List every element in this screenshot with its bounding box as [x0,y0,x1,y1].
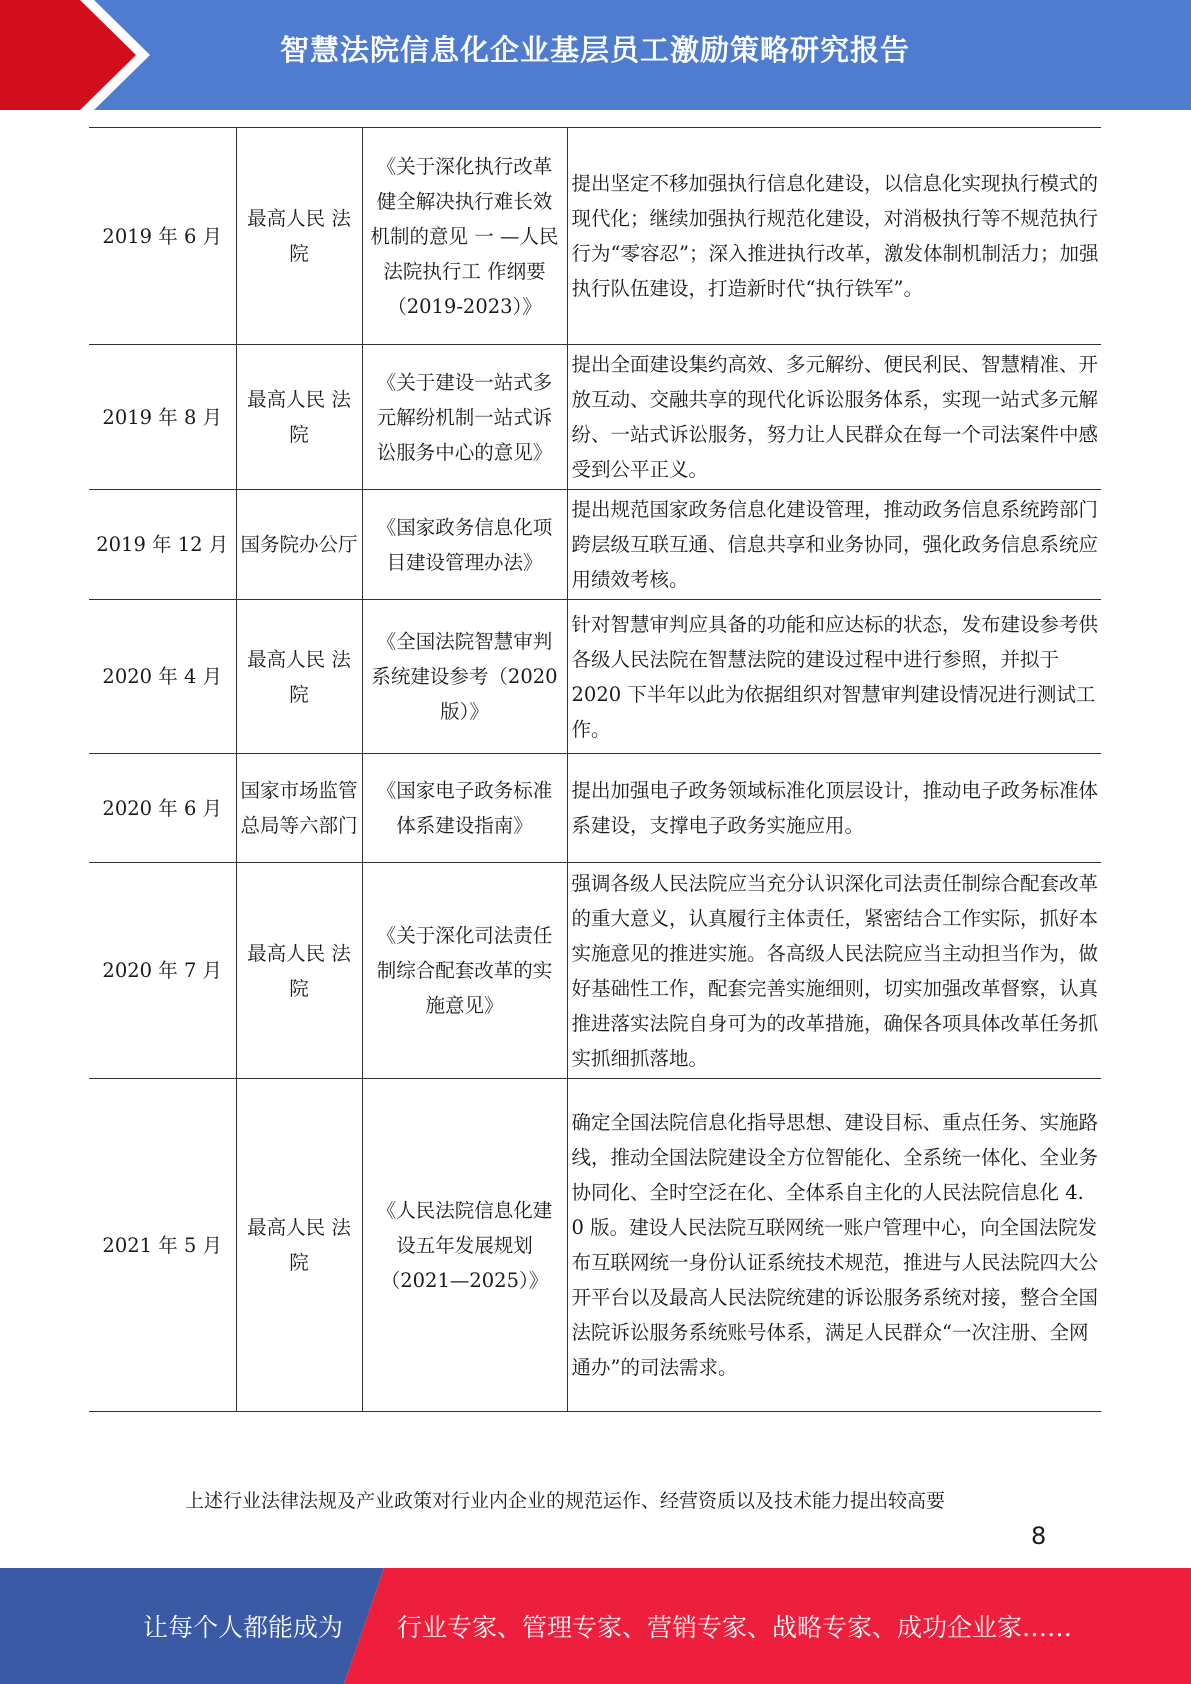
department-cell: 最高人民 法院 [236,863,362,1079]
content-cell: 提出全面建设集约高效、多元解纷、便民利民、智慧精准、开放互动、交融共享的现代化诉讼服务体系，实现一站式多元解纷、一站式诉讼服务，努力让人民群众在每一个司法案件中感受到公平正义。 [567,345,1101,490]
content-cell: 确定全国法院信息化指导思想、建设目标、重点任务、实施路线，推动全国法院建设全方位智能化、全系统一体化、全业务协同化、全时空泛在化、全体系自主化的人民法院信息化 4. 0 版。建设人民法院互联网统一账户管理中心，向全国法院发布互联网统一身份认证系统技术规范，推进与人民法院四大公开平台以及最高人民法院统建的诉讼服务系统对接，整合全国法院诉讼服务系统账号体系，满足人民群众“一次注册、全网通办”的司法需求。 [567,1079,1101,1412]
document-cell: 《关于深化执行改革健全解决执行难长效机制的意见 一 —人民法院执行工 作纲要（2019-2023）》 [362,128,567,345]
page-footer [0,1568,1191,1684]
table-row [89,128,1101,345]
table-row [89,754,1101,863]
content-cell: 提出加强电子政务领域标准化顶层设计，推动电子政务标准体系建设，支撑电子政务实施应用。 [567,754,1101,863]
document-cell: 《人民法院信息化建设五年发展规划（2021—2025）》 [362,1079,567,1412]
content-cell: 提出坚定不移加强执行信息化建设，以信息化实现执行模式的现代化；继续加强执行规范化建设，对消极执行等不规范执行行为“零容忍”；深入推进执行改革，激发体制机制活力；加强执行队伍建设，打造新时代“执行铁军”。 [567,128,1101,345]
body-paragraph: 上述行业法律法规及产业政策对行业内企业的规范运作、经营资质以及技术能力提出较高要 [185,1490,946,1512]
footer-slogan-lead: 让每个人都能成为 [143,1613,344,1642]
department-cell: 最高人民 法院 [236,1079,362,1412]
department-cell: 国务院办公厅 [236,490,362,600]
document-cell: 《关于建设一站式多元解纷机制一站式诉讼服务中心的意见》 [362,345,567,490]
content-cell: 提出规范国家政务信息化建设管理，推动政务信息系统跨部门跨层级互联互通、信息共享和业务协同，强化政务信息系统应用绩效考核。 [567,490,1101,600]
table-row [89,1079,1101,1412]
department-cell: 最高人民 法院 [236,600,362,754]
document-cell: 《全国法院智慧审判系统建设参考（2020 版）》 [362,600,567,754]
table-row [89,345,1101,490]
page-number: 8 [1031,1522,1047,1550]
document-cell: 《关于深化司法责任制综合配套改革的实施意见》 [362,863,567,1079]
policy-table [89,127,1101,1412]
date-cell: 2020 年 7 月 [102,959,223,982]
date-cell: 2020 年 6 月 [102,796,223,820]
date-cell: 2020 年 4 月 [102,665,223,688]
page-header [0,0,1191,110]
date-cell: 2019 年 12 月 [96,533,229,556]
department-cell: 国家市场监管总局等六部门 [236,754,362,863]
table-row [89,600,1101,754]
date-cell: 2021 年 5 月 [102,1233,223,1257]
date-cell: 2019 年 8 月 [102,405,223,429]
department-cell: 最高人民 法院 [236,345,362,490]
content-cell: 针对智慧审判应具备的功能和应达标的状态，发布建设参考供各级人民法院在智慧法院的建设过程中进行参照，并拟于 2020 下半年以此为依据组织对智慧审判建设情况进行测试工作。 [567,600,1101,754]
table-row [89,490,1101,600]
document-cell: 《国家电子政务标准体系建设指南》 [362,754,567,863]
department-cell: 最高人民 法院 [236,128,362,345]
date-cell: 2019 年 6 月 [102,224,223,248]
footer-slogan-roles: 行业专家、管理专家、营销专家、战略专家、成功企业家…… [397,1613,1073,1642]
report-title: 智慧法院信息化企业基层员工激励策略研究报告 [280,33,911,67]
content-cell: 强调各级人民法院应当充分认识深化司法责任制综合配套改革的重大意义，认真履行主体责任，紧密结合工作实际，抓好本实施意见的推进实施。各高级人民法院应当主动担当作为，做好基础性工作，配套完善实施细则，切实加强改革督察，认真推进落实法院自身可为的改革措施，确保各项具体改革任务抓实抓细抓落地。 [567,863,1101,1079]
table-row [89,863,1101,1079]
document-cell: 《国家政务信息化项目建设管理办法》 [362,490,567,600]
header-chevron-decoration [0,0,160,110]
